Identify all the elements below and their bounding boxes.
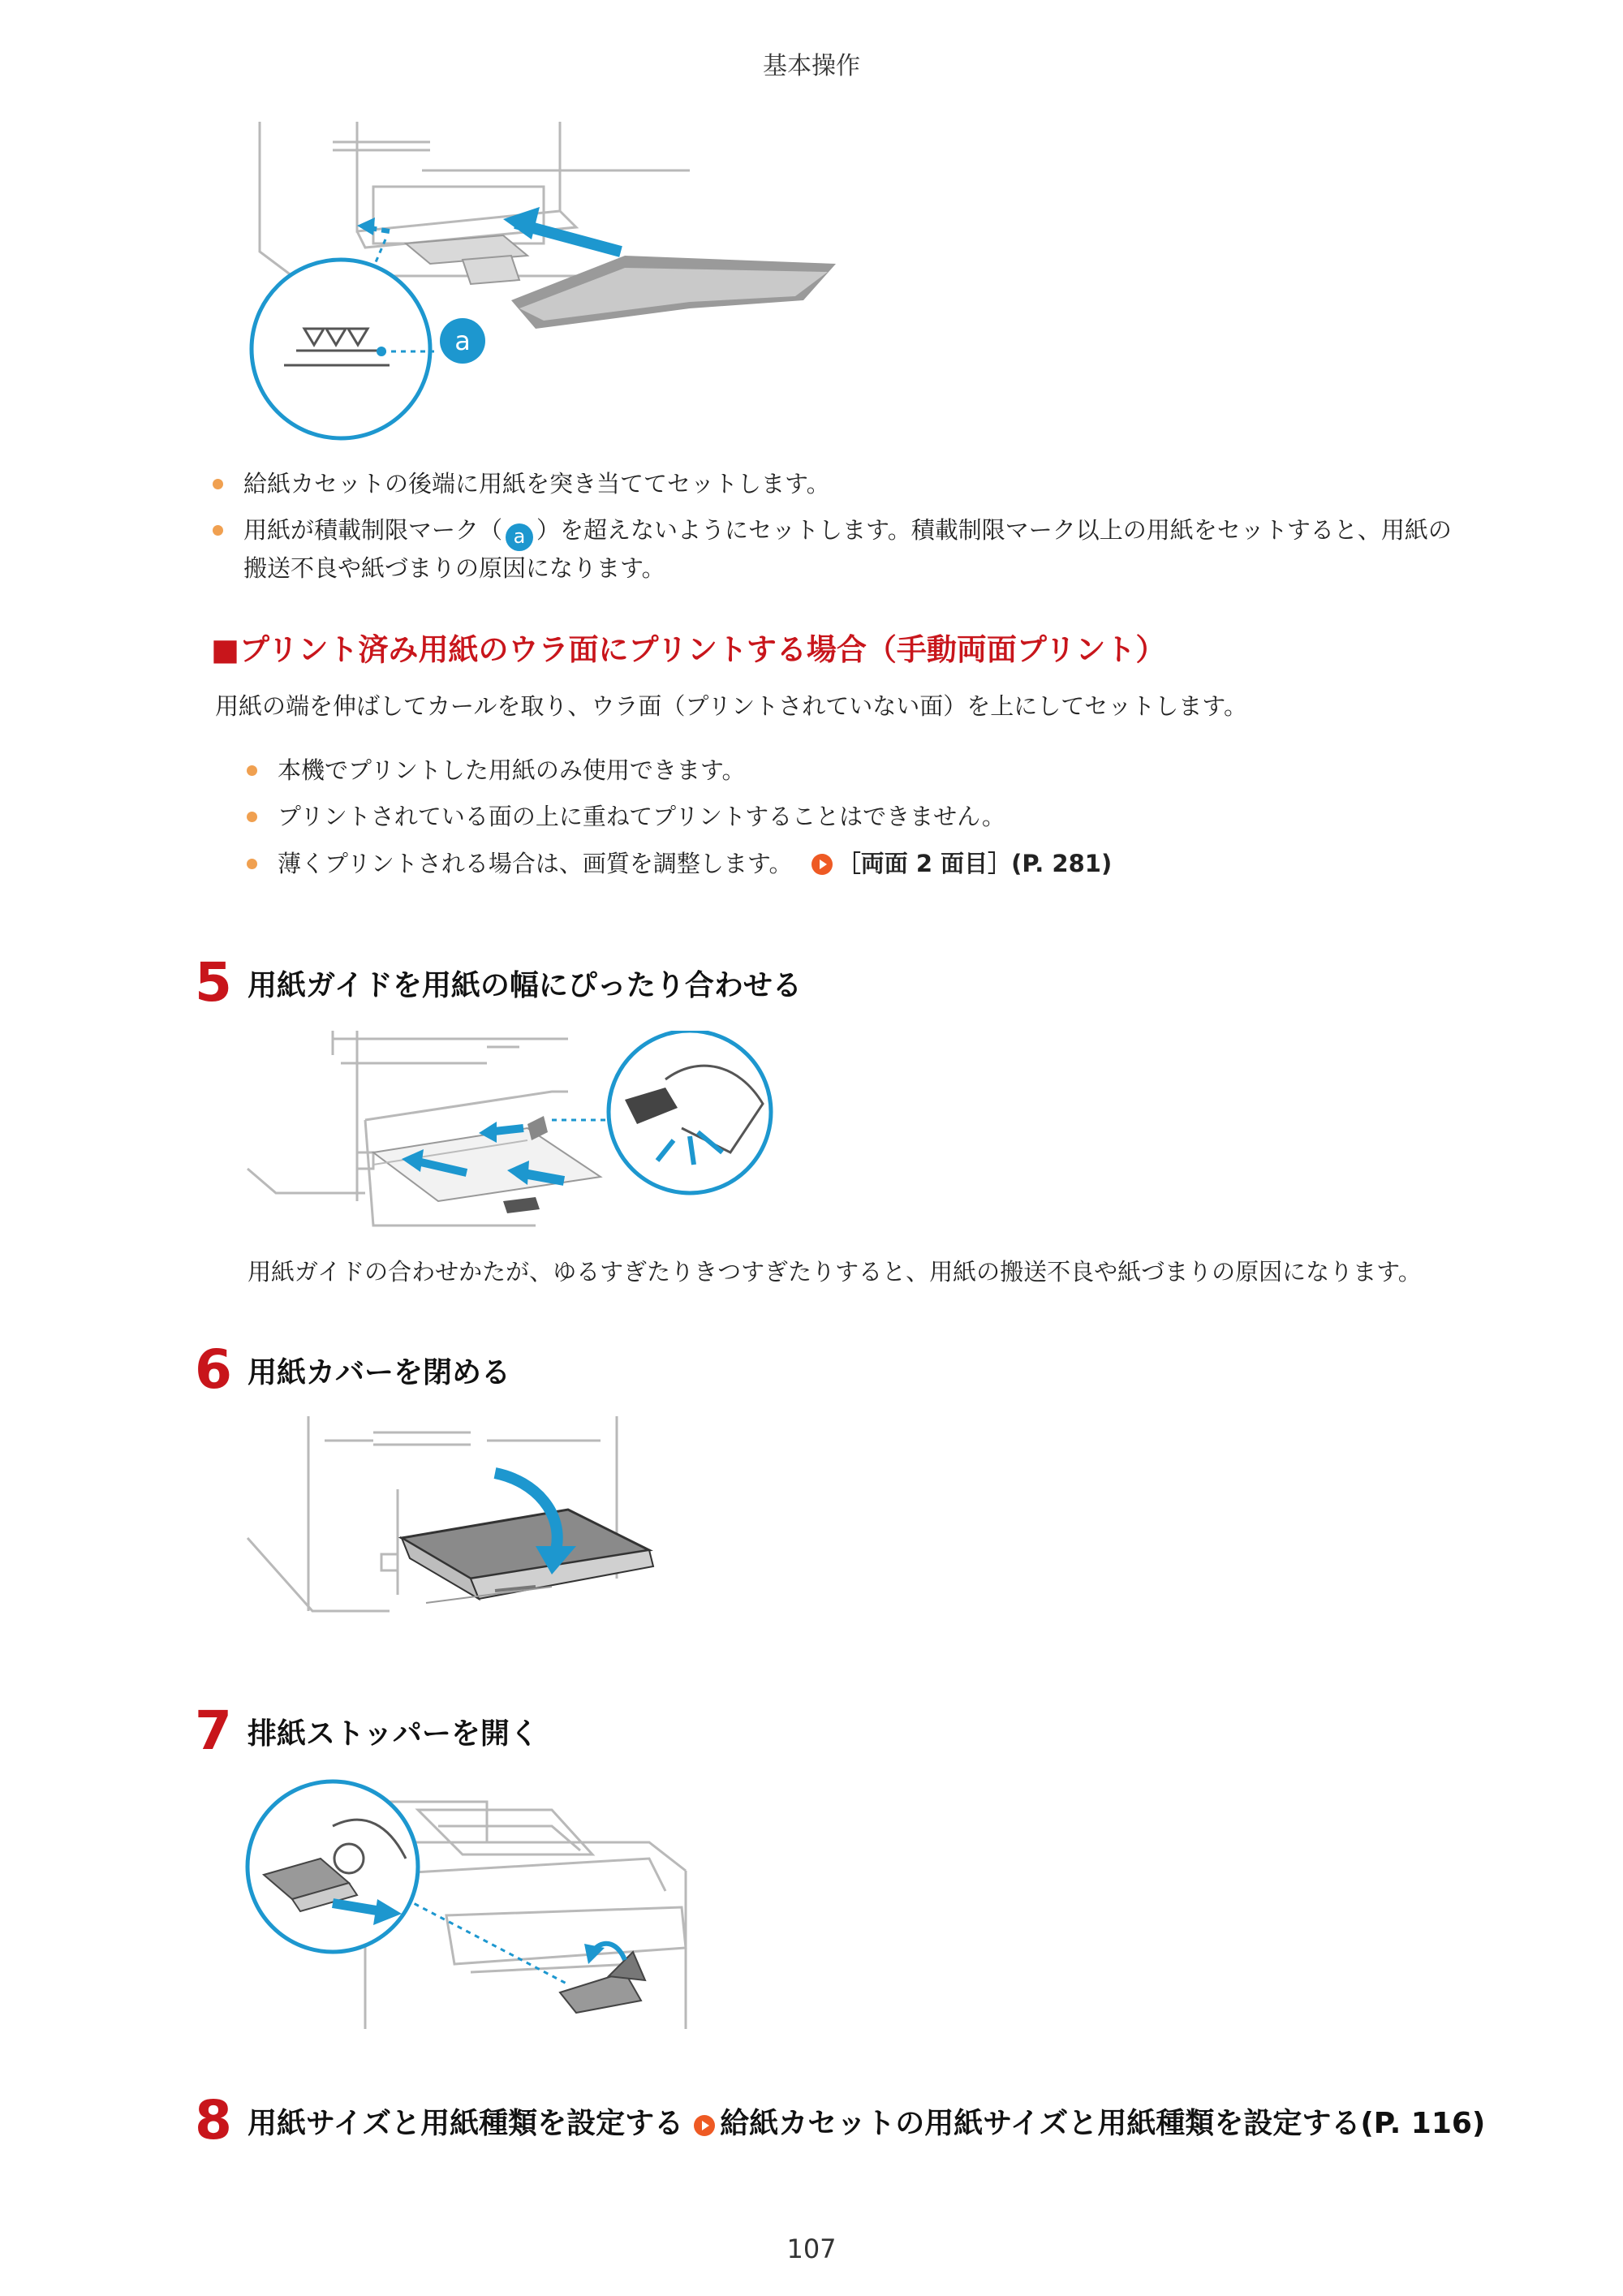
bullet-text: 本機でプリントした用紙のみ使用できます。 — [278, 756, 746, 784]
figure-paper-guide — [243, 1031, 787, 1242]
step-title: 用紙ガイドを用紙の幅にぴったり合わせる — [248, 969, 802, 1002]
link-text[interactable]: 給紙カセットの用紙サイズと用紙種類を設定する(P. 116) — [720, 2107, 1486, 2140]
bullet-text: 搬送不良や紙づまりの原因になります。 — [243, 554, 665, 582]
step-title: 用紙サイズと用紙種類を設定する — [248, 2107, 684, 2140]
list-item — [278, 799, 1005, 834]
bullet-dot — [247, 859, 257, 869]
step-note: 用紙ガイドの合わせかたが、ゆるすぎたりきつすぎたりすると、用紙の搬送不良や紙づまりの原因になります。 — [248, 1258, 1422, 1286]
callout-a-label: a — [454, 325, 471, 356]
bullet-dot — [247, 765, 257, 776]
bullet-text: 用紙が積載制限マーク（ — [243, 516, 503, 544]
cross-reference-link[interactable] — [694, 2107, 1486, 2140]
step-number: 5 — [195, 951, 232, 1014]
link-arrow-icon — [812, 854, 833, 875]
list-item — [243, 467, 830, 501]
step-title: 排紙ストッパーを開く — [248, 1717, 539, 1751]
bullet-text: 薄くプリントされる場合は、画質を調整します。 — [278, 850, 793, 877]
bullet-text: 給紙カセットの後端に用紙を突き当ててセットします。 — [243, 470, 830, 498]
running-header: 基本操作 — [763, 52, 860, 80]
figure-close-paper-cover — [243, 1416, 665, 1635]
bullet-dot — [213, 479, 223, 489]
list-item — [278, 753, 746, 787]
section-intro: 用紙の端を伸ばしてカールを取り、ウラ面（プリントされていない面）を上にしてセットします。 — [215, 692, 1247, 720]
step-title-row — [248, 2100, 1485, 2142]
step-number: 7 — [195, 1699, 232, 1762]
step-number: 8 — [195, 2089, 232, 2152]
bullet-dot — [213, 525, 223, 536]
list-item — [278, 846, 1112, 881]
bullet-text: プリントされている面の上に重ねてプリントすることはできません。 — [278, 803, 1005, 830]
bullet-dot — [247, 812, 257, 822]
bullet-text: ）を超えないようにセットします。積載制限マーク以上の用紙をセットすると、用紙の — [536, 516, 1452, 544]
step-title: 用紙カバーを閉める — [248, 1356, 511, 1389]
callout-badge: a — [506, 523, 533, 551]
step-number: 6 — [195, 1338, 232, 1401]
link-text[interactable]: ［両面 2 面目］(P. 281) — [837, 850, 1113, 877]
link-arrow-icon — [694, 2115, 715, 2136]
section-heading: ■プリント済み用紙のウラ面にプリントする場合（手動両面プリント） — [211, 632, 1166, 667]
figure-load-paper — [235, 122, 852, 446]
figure-open-output-stopper — [243, 1777, 698, 2045]
cross-reference-link[interactable] — [812, 850, 1112, 877]
page-number: 107 — [786, 2234, 837, 2264]
list-item — [243, 513, 1542, 585]
